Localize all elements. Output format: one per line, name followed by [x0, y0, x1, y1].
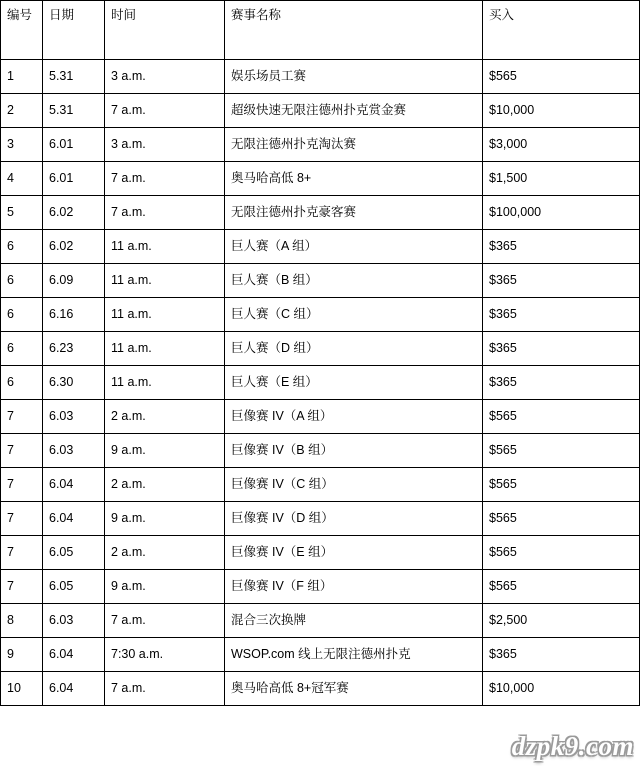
- site-watermark: dzpk9.com: [511, 731, 634, 761]
- table-header-row: [1, 1, 640, 60]
- cell-date: 6.04: [43, 672, 105, 706]
- cell-event-name: 巨人赛（A 组）: [225, 230, 483, 264]
- table-row: [1, 60, 640, 94]
- cell-time: 11 a.m.: [105, 332, 225, 366]
- cell-number: 6: [1, 230, 43, 264]
- cell-date: 6.03: [43, 400, 105, 434]
- cell-date: 6.01: [43, 128, 105, 162]
- cell-event-name: 巨人赛（E 组）: [225, 366, 483, 400]
- cell-time: 3 a.m.: [105, 60, 225, 94]
- cell-buyin: $565: [483, 570, 640, 604]
- cell-number: 2: [1, 94, 43, 128]
- cell-date: 6.03: [43, 434, 105, 468]
- table-row: [1, 332, 640, 366]
- cell-buyin: $565: [483, 502, 640, 536]
- cell-buyin: $365: [483, 298, 640, 332]
- cell-buyin: $565: [483, 400, 640, 434]
- cell-buyin: $100,000: [483, 196, 640, 230]
- cell-buyin: $565: [483, 536, 640, 570]
- cell-event-name: 巨像赛 IV（C 组）: [225, 468, 483, 502]
- cell-buyin: $3,000: [483, 128, 640, 162]
- cell-time: 9 a.m.: [105, 570, 225, 604]
- cell-time: 2 a.m.: [105, 400, 225, 434]
- table-row: [1, 196, 640, 230]
- cell-buyin: $565: [483, 60, 640, 94]
- cell-number: 8: [1, 604, 43, 638]
- column-header-date: 日期: [43, 1, 105, 60]
- cell-date: 6.09: [43, 264, 105, 298]
- cell-buyin: $365: [483, 264, 640, 298]
- table-row: [1, 366, 640, 400]
- cell-buyin: $365: [483, 230, 640, 264]
- cell-date: 6.05: [43, 536, 105, 570]
- table-row: [1, 264, 640, 298]
- cell-number: 6: [1, 366, 43, 400]
- cell-buyin: $365: [483, 332, 640, 366]
- cell-buyin: $2,500: [483, 604, 640, 638]
- cell-date: 6.30: [43, 366, 105, 400]
- table-row: [1, 672, 640, 706]
- cell-number: 3: [1, 128, 43, 162]
- cell-event-name: 娱乐场员工赛: [225, 60, 483, 94]
- table-row: [1, 434, 640, 468]
- cell-number: 7: [1, 434, 43, 468]
- table-row: [1, 502, 640, 536]
- column-header-time: 时间: [105, 1, 225, 60]
- cell-date: 6.02: [43, 230, 105, 264]
- cell-date: 6.04: [43, 468, 105, 502]
- cell-date: 6.01: [43, 162, 105, 196]
- table-row: [1, 536, 640, 570]
- cell-date: 5.31: [43, 94, 105, 128]
- cell-date: 6.23: [43, 332, 105, 366]
- table-row: [1, 298, 640, 332]
- cell-number: 7: [1, 400, 43, 434]
- table-row: [1, 94, 640, 128]
- cell-number: 9: [1, 638, 43, 672]
- cell-number: 6: [1, 332, 43, 366]
- cell-buyin: $565: [483, 434, 640, 468]
- cell-event-name: 巨人赛（D 组）: [225, 332, 483, 366]
- cell-event-name: 无限注德州扑克豪客赛: [225, 196, 483, 230]
- cell-number: 7: [1, 570, 43, 604]
- cell-buyin: $10,000: [483, 672, 640, 706]
- cell-number: 7: [1, 502, 43, 536]
- cell-time: 7 a.m.: [105, 196, 225, 230]
- table-header: [1, 1, 640, 60]
- cell-number: 6: [1, 298, 43, 332]
- cell-time: 3 a.m.: [105, 128, 225, 162]
- cell-time: 7 a.m.: [105, 162, 225, 196]
- cell-number: 4: [1, 162, 43, 196]
- cell-time: 2 a.m.: [105, 468, 225, 502]
- cell-number: 5: [1, 196, 43, 230]
- table-row: [1, 162, 640, 196]
- cell-event-name: 无限注德州扑克淘汰赛: [225, 128, 483, 162]
- cell-date: 6.16: [43, 298, 105, 332]
- cell-date: 6.04: [43, 638, 105, 672]
- cell-time: 11 a.m.: [105, 366, 225, 400]
- cell-event-name: 巨人赛（B 组）: [225, 264, 483, 298]
- cell-date: 5.31: [43, 60, 105, 94]
- cell-date: 6.05: [43, 570, 105, 604]
- cell-event-name: WSOP.com 线上无限注德州扑克: [225, 638, 483, 672]
- column-header-buyin: 买入: [483, 1, 640, 60]
- cell-time: 9 a.m.: [105, 434, 225, 468]
- cell-buyin: $365: [483, 638, 640, 672]
- cell-date: 6.04: [43, 502, 105, 536]
- cell-buyin: $1,500: [483, 162, 640, 196]
- cell-date: 6.03: [43, 604, 105, 638]
- cell-event-name: 巨人赛（C 组）: [225, 298, 483, 332]
- cell-time: 7 a.m.: [105, 672, 225, 706]
- cell-event-name: 巨像赛 IV（D 组）: [225, 502, 483, 536]
- cell-number: 6: [1, 264, 43, 298]
- cell-event-name: 超级快速无限注德州扑克赏金赛: [225, 94, 483, 128]
- cell-event-name: 巨像赛 IV（A 组）: [225, 400, 483, 434]
- cell-event-name: 奥马哈高低 8+冠军赛: [225, 672, 483, 706]
- column-header-number: 编号: [1, 1, 43, 60]
- cell-time: 7 a.m.: [105, 94, 225, 128]
- cell-time: 11 a.m.: [105, 298, 225, 332]
- cell-event-name: 混合三次换牌: [225, 604, 483, 638]
- cell-time: 7 a.m.: [105, 604, 225, 638]
- table-row: [1, 230, 640, 264]
- cell-time: 7:30 a.m.: [105, 638, 225, 672]
- column-header-event-name: 赛事名称: [225, 1, 483, 60]
- cell-date: 6.02: [43, 196, 105, 230]
- table-row: [1, 400, 640, 434]
- cell-buyin: $10,000: [483, 94, 640, 128]
- table-body: [1, 60, 640, 706]
- table-row: [1, 570, 640, 604]
- cell-time: 9 a.m.: [105, 502, 225, 536]
- cell-number: 7: [1, 468, 43, 502]
- cell-event-name: 奥马哈高低 8+: [225, 162, 483, 196]
- table-row: [1, 468, 640, 502]
- table-row: [1, 128, 640, 162]
- cell-buyin: $365: [483, 366, 640, 400]
- cell-number: 1: [1, 60, 43, 94]
- cell-event-name: 巨像赛 IV（F 组）: [225, 570, 483, 604]
- cell-time: 2 a.m.: [105, 536, 225, 570]
- cell-number: 7: [1, 536, 43, 570]
- table-row: [1, 638, 640, 672]
- cell-buyin: $565: [483, 468, 640, 502]
- table-row: [1, 604, 640, 638]
- cell-number: 10: [1, 672, 43, 706]
- cell-event-name: 巨像赛 IV（E 组）: [225, 536, 483, 570]
- cell-time: 11 a.m.: [105, 230, 225, 264]
- cell-event-name: 巨像赛 IV（B 组）: [225, 434, 483, 468]
- cell-time: 11 a.m.: [105, 264, 225, 298]
